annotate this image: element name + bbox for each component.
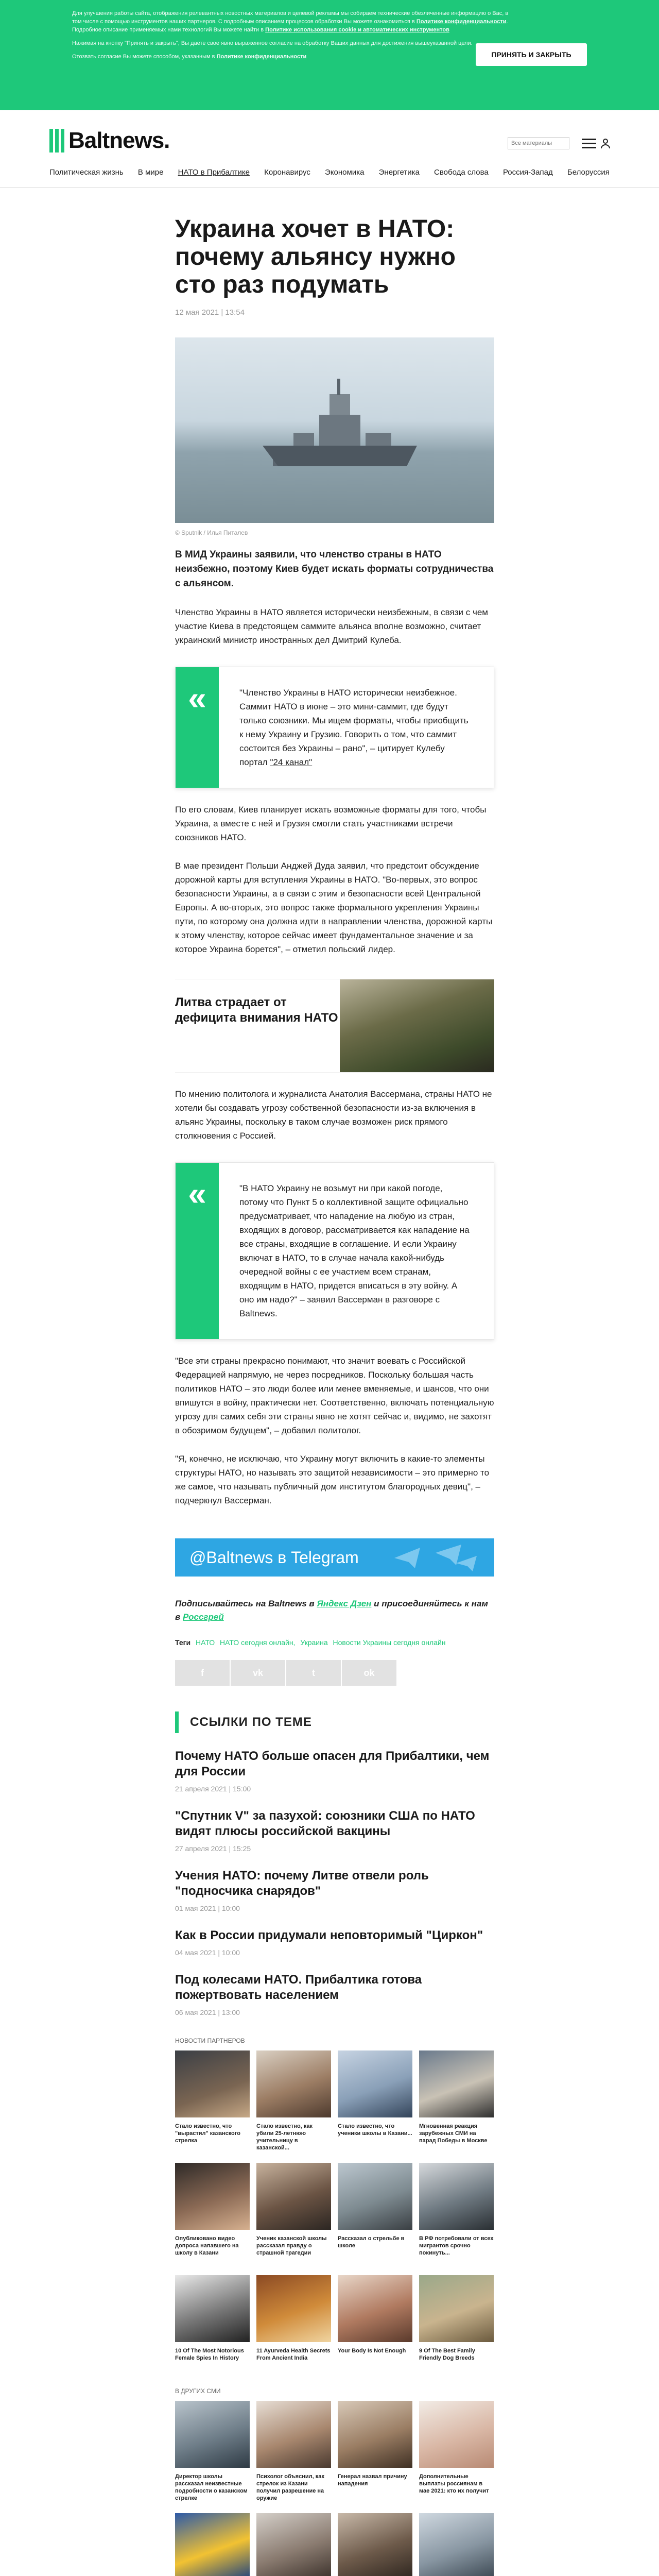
privacy-policy-link[interactable]: Политике конфиденциальности <box>416 19 507 25</box>
quote-block-2 <box>175 1162 494 1340</box>
media-card[interactable]: Директор школы рассказал неизвестные подробности о казанском стрелке <box>175 2401 250 2503</box>
related-link[interactable]: Почему НАТО больше опасен для Прибалтики, чем для России 21 апреля 2021 | 15:00 <box>175 1749 490 1793</box>
paragraph-1: Членство Украины в НАТО является исторически неизбежным, в связи с чем участие Киева в предстоящем саммите альянса вполне возможно, считает украинский министр иностранных дел Дмитрий Кулеба. <box>175 607 488 645</box>
telegram-banner-text: @Baltnews в Telegram <box>189 1548 359 1567</box>
cookie-banner <box>0 0 659 110</box>
cookie-consent-text: Нажимая на кнопку "Принять и закрыть", Вы даете свое явно выраженное согласие на обработку Ваших данных для достижения вышеуказанной цели. <box>72 40 473 46</box>
other-media-label: В ДРУГИХ СМИ <box>175 2387 221 2395</box>
article-title: Украина хочет в НАТО: почему альянсу нужно сто раз подумать <box>175 215 456 298</box>
article-photo <box>175 337 494 523</box>
logo-text: Baltnews. <box>68 128 170 153</box>
partner-card[interactable]: Your Body Is Not Enough <box>338 2275 412 2377</box>
tag-link[interactable]: Украина <box>300 1638 328 1647</box>
site-header <box>0 110 659 188</box>
cookie-text: Для улучшения работы сайта, отображения релевантных новостных материалов и целевой рекламы мы собираем технические обезличенные информацию о Вас, в том числе с помощью инструментов наших партнеров. С подробным описанием процессов обработки Вы можете ознакомиться в Политике конфиденциальности. Подробное описание применяемых нами технологий Вы можете найти в Политике использования cookie и автоматических инструментов <box>72 10 509 33</box>
cookie-withdraw-text: Отозвать согласие Вы можете способом, указанным в Политике конфиденциальности <box>72 54 307 60</box>
related-article-card[interactable] <box>175 979 494 1073</box>
partner-card[interactable]: 9 Of The Best Family Friendly Dog Breeds <box>419 2275 494 2377</box>
related-links-title: ССЫЛКИ ПО ТЕМЕ <box>175 1711 494 1733</box>
privacy-policy-link-2[interactable]: Политике конфиденциальности <box>216 54 307 60</box>
media-card[interactable] <box>419 2513 494 2576</box>
media-card[interactable] <box>256 2513 331 2576</box>
partner-card[interactable]: Ученик казанской школы рассказал правду о страшной трагедии <box>256 2163 331 2265</box>
vk-share-icon[interactable]: vk <box>231 1660 286 1686</box>
photo-caption: © Sputnik / Илья Питалев <box>175 529 248 536</box>
tags <box>175 1638 494 1647</box>
nav-item-free-speech[interactable]: Свобода слова <box>434 168 489 177</box>
related-link[interactable]: "Спутник V" за пазухой: союзники США по НАТО видят плюсы российской вакцины 27 апреля 2021 | 15:25 <box>175 1809 475 1853</box>
paragraph-3: В мае президент Польши Анджей Дуда заявил, что предстоит обсуждение дорожной карты для вступления Украины в НАТО. "Во-первых, это вопрос безопасности Украины, а в связи с этим и безопасности всей Центральной Европы. А во-вторых, это вопрос также формального укрепления Украины пути, по которому она должна идти в направлении членства, дорожной карты к этому членству, которое сейчас имеет фундаментальное значение и за которое Украина борется", – отметил польский лидер. <box>175 861 493 954</box>
partners-grid <box>175 2050 494 2377</box>
related-article-title: Литва страдает от дефицита внимания НАТО <box>175 995 338 1025</box>
logo-icon <box>49 129 64 152</box>
share-buttons <box>175 1660 494 1686</box>
ok-share-icon[interactable]: ok <box>342 1660 397 1686</box>
user-icon[interactable] <box>599 137 612 149</box>
nav-item-economy[interactable]: Экономика <box>325 168 365 177</box>
partners-label: НОВОСТИ ПАРТНЕРОВ <box>175 2037 245 2044</box>
zen-link[interactable]: Яндекс Дзен <box>317 1599 372 1608</box>
article <box>175 188 494 2576</box>
quote-icon: « <box>176 1163 219 1339</box>
other-media-grid <box>175 2401 494 2576</box>
partner-card[interactable]: Рассказал о стрельбе в школе <box>338 2163 412 2265</box>
telegram-link[interactable]: Россгрей <box>183 1612 224 1622</box>
partner-card[interactable]: Мгновенная реакция зарубежных СМИ на парад Победы в Москве <box>419 2050 494 2153</box>
source-link[interactable]: "24 канал" <box>270 757 313 767</box>
related-link[interactable]: Под колесами НАТО. Прибалтика готова пожертвовать населением 06 мая 2021 | 13:00 <box>175 1973 422 2016</box>
quote-icon: « <box>176 667 219 788</box>
article-date: 12 мая 2021 | 13:54 <box>175 308 245 317</box>
partner-card[interactable]: Стало известно, что "вырастил" казанского стрелка <box>175 2050 250 2153</box>
tag-link[interactable]: НАТО сегодня онлайн, <box>220 1638 296 1647</box>
media-card[interactable] <box>338 2513 412 2576</box>
paragraph-6: "Я, конечно, не исключаю, что Украину могут включить в какие-то элементы структуры НАТО, но называть это защитой независимости – это примерно то же самое, что называть публичный дом институтом благородных девиц", – подчеркнул Вассерман. <box>175 1454 490 1505</box>
search-input[interactable] <box>508 137 569 149</box>
main-nav <box>49 168 610 177</box>
quote-text-2: "В НАТО Украину не возьмут ни при какой погоде, потому что Пункт 5 о коллективной защите официально предусматривает, что нападение на любую из стран, входящих в договор, рассматривается как нападение на все страны, входящие в соглашение. И если Украину включат в НАТО, то в случае начала какой-нибудь очередной войны с ее участием всем странам, входящим в НАТО, придется вписаться в эту войну. А оно им надо?" – заявил Вассерман в разговоре с Baltnews. <box>239 1183 470 1318</box>
media-card[interactable]: Генерал назвал причину нападения <box>338 2401 412 2503</box>
related-link[interactable]: Как в России придумали неповторимый "Циркон" 04 мая 2021 | 10:00 <box>175 1928 483 1957</box>
nav-item-energy[interactable]: Энергетика <box>378 168 420 177</box>
tag-link[interactable]: НАТО <box>195 1638 215 1647</box>
subscribe-text: Подписывайтесь на Baltnews в Яндекс Дзен и присоединяйтесь к нам в Россгрей <box>175 1599 488 1622</box>
partner-card[interactable]: 11 Ayurveda Health Secrets From Ancient India <box>256 2275 331 2377</box>
paragraph-2: По его словам, Киев планирует искать возможные форматы для того, чтобы Украина, а вместе с ней и Грузия смогли стать участниками встречи союзников НАТО. <box>175 805 487 842</box>
nav-item-belarus[interactable]: Белоруссия <box>567 168 610 177</box>
accept-cookies-button[interactable]: ПРИНЯТЬ И ЗАКРЫТЬ <box>476 43 587 66</box>
telegram-banner[interactable] <box>175 1538 494 1577</box>
partner-card[interactable]: В РФ потребовали от всех мигрантов срочно покинуть... <box>419 2163 494 2265</box>
nav-item-russia-west[interactable]: Россия-Запад <box>502 168 553 177</box>
partner-card[interactable]: Опубликовано видео допроса напавшего на школу в Казани <box>175 2163 250 2265</box>
media-card[interactable]: Психолог объяснил, как стрелок из Казани получил разрешение на оружие <box>256 2401 331 2503</box>
tag-link[interactable]: Новости Украины сегодня онлайн <box>333 1638 446 1647</box>
related-link[interactable]: Учения НАТО: почему Литве отвели роль "подносчика снарядов" 01 мая 2021 | 10:00 <box>175 1869 429 1912</box>
article-lead: В МИД Украины заявили, что членство страны в НАТО неизбежно, поэтому Киев будет искать форматы сотрудничества с альянсом. <box>175 549 494 589</box>
cookie-policy-link[interactable]: Политике использования cookie и автоматических инструментов <box>265 27 449 33</box>
partner-card[interactable]: 10 Of The Most Notorious Female Spies In History <box>175 2275 250 2377</box>
paragraph-5: "Все эти страны прекрасно понимают, что значит воевать с Российской Федерацией напрямую, не через посредников. Поскольку большая часть политиков НАТО – это люди более или менее вменяемые, и шансов, что они впишутся в войну, практически нет. Соответственно, включать потенциальную угрозу для самих себя эти страны явно не хотят сейчас и, видимо, не захотят в обозримом будущем", – добавил политолог. <box>175 1356 494 1435</box>
media-card[interactable] <box>175 2513 250 2576</box>
paragraph-4: По мнению политолога и журналиста Анатолия Вассермана, страны НАТО не хотели бы создавать угрозу собственной безопасности из-за включения в альянс Украины, поскольку в таком случае возможен риск прямого столкновения с Россией. <box>175 1089 492 1141</box>
nav-item-world[interactable]: В мире <box>137 168 164 177</box>
telegram-icon <box>389 1543 482 1572</box>
quote-text-1: "Членство Украины в НАТО исторически неизбежное. Саммит НАТО в июне – это мини-саммит, где будут только союзники. Мы ищем форматы, чтобы приобщить к нему Украину и Грузию. Говорить о том, что саммит состоится без Украины – рано", – цитирует Кулебу портал "24 канал" <box>239 688 469 767</box>
partner-card[interactable]: Стало известно, как убили 25-летнюю учительницу в казанской... <box>256 2050 331 2153</box>
partner-card[interactable]: Стало известно, что ученики школы в Казани... <box>338 2050 412 2153</box>
related-article-image <box>340 979 494 1072</box>
twitter-share-icon[interactable]: t <box>286 1660 342 1686</box>
nav-item-politics[interactable]: Политическая жизнь <box>49 168 124 177</box>
media-card[interactable]: Дополнительные выплаты россиянам в мае 2021: кто их получит <box>419 2401 494 2503</box>
tags-label: Теги <box>175 1638 191 1647</box>
facebook-share-icon[interactable]: f <box>175 1660 231 1686</box>
quote-block-1 <box>175 667 494 788</box>
logo[interactable] <box>49 128 169 154</box>
nav-item-coronavirus[interactable]: Коронавирус <box>264 168 310 177</box>
nav-item-nato[interactable]: НАТО в Прибалтике <box>178 168 250 177</box>
menu-icon[interactable] <box>582 136 596 150</box>
warship-image <box>263 379 417 482</box>
